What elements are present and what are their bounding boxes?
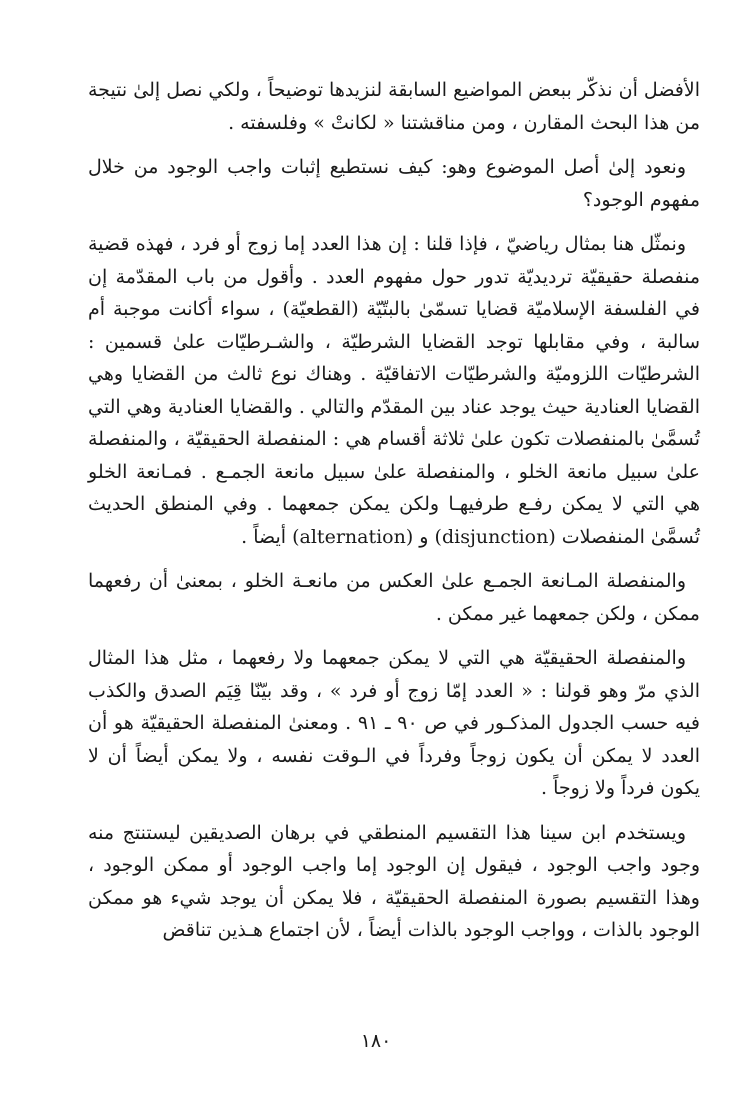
body-text: [88, 74, 700, 959]
paragraph-6: ويستخدم ابن سينا هذا التقسيم المنطقي في برهان الصديقين ليستنتج منه وجود واجب الوجود ، فيقول إن الوجود إما واجب الوجود أو ممكن الوجود ، وهذا التقسيم بصورة المنفصلة الحقيقيّة ، فلا يمكن أن يوجد شيء هو ممكن الوجود بالذات ، وواجب الوجود بالذات أيضاً ، لأن اجتماع هـذين تناقض: [88, 821, 700, 941]
paragraph-5: والمنفصلة الحقيقيّة هي التي لا يمكن جمعهما ولا رفعهما ، مثل هذا المثال الذي مرّ وهو قولنا : « العدد إمّا زوج أو فرد » ، وقد بيّنّا قِيَم الصدق والكذب فيه حسب الجدول المذكـور في ص ٩٠ ـ ٩١ . ومعنىٰ المنفصلة الحقيقيّة هو أن العدد لا يمكن أن يكون زوجاً وفرداً في الـوقت نفسه ، ولا يمكن أيضاً أن لا يكون فرداً ولا زوجاً .: [88, 647, 700, 799]
paragraph-1: الأفضل أن نذكّر ببعض المواضيع السابقة لنزيدها توضيحاً ، ولكي نصل إلىٰ نتيجة من هذا البحث المقارن ، ومن مناقشتنا « لكانتْ » وفلسفته .: [88, 79, 700, 134]
page-number: ١٨٠: [360, 1030, 392, 1052]
paragraph-3: ونمثّل هنا بمثال رياضيّ ، فإذا قلنا : إن هذا العدد إما زوج أو فرد ، فهذه قضية منفصلة حقيقيّة ترديديّة تدور حول مفهوم العدد . وأقول من باب المقدّمة إن في الفلسفة الإسلاميّة قضايا تسمّىٰ بالبتّيّة (القطعيّة) ، سواء أكانت موجبة أم سالبة ، وفي مقابلها توجد القضايا الشرطيّة ، والشـرطيّات علىٰ قسمين : الشرطيّات اللزوميّة والشرطيّات الاتفاقيّة . وهناك نوع ثالث من القضايا وهي القضايا العنادية حيث يوجد عناد بين المقدّم والتالي . والقضايا العنادية وهي التي تُسمَّىٰ بالمنفصلات تكون علىٰ ثلاثة أقسام هي : المنفصلة الحقيقيّة ، والمنفصلة علىٰ سبيل مانعة الخلو ، والمنفصلة علىٰ سبيل مانعة الجمـع . فمـانعة الخلو هي التي لا يمكن رفـع طرفيهـا ولكن يمكن جمعهما . وفي المنطق الحديث تُسمَّىٰ المنفصلات (disjunction) و (alternation) أيضاً .: [88, 233, 700, 548]
paragraph-2: ونعود إلىٰ أصل الموضوع وهو: كيف نستطيع إثبات واجب الوجود من خلال مفهوم الوجود؟: [88, 156, 700, 211]
paragraph-4: والمنفصلة المـانعة الجمـع علىٰ العكس من مانعـة الخلو ، بمعنىٰ أن رفعهما ممكن ، ولكن جمعهما غير ممكن .: [88, 570, 700, 625]
